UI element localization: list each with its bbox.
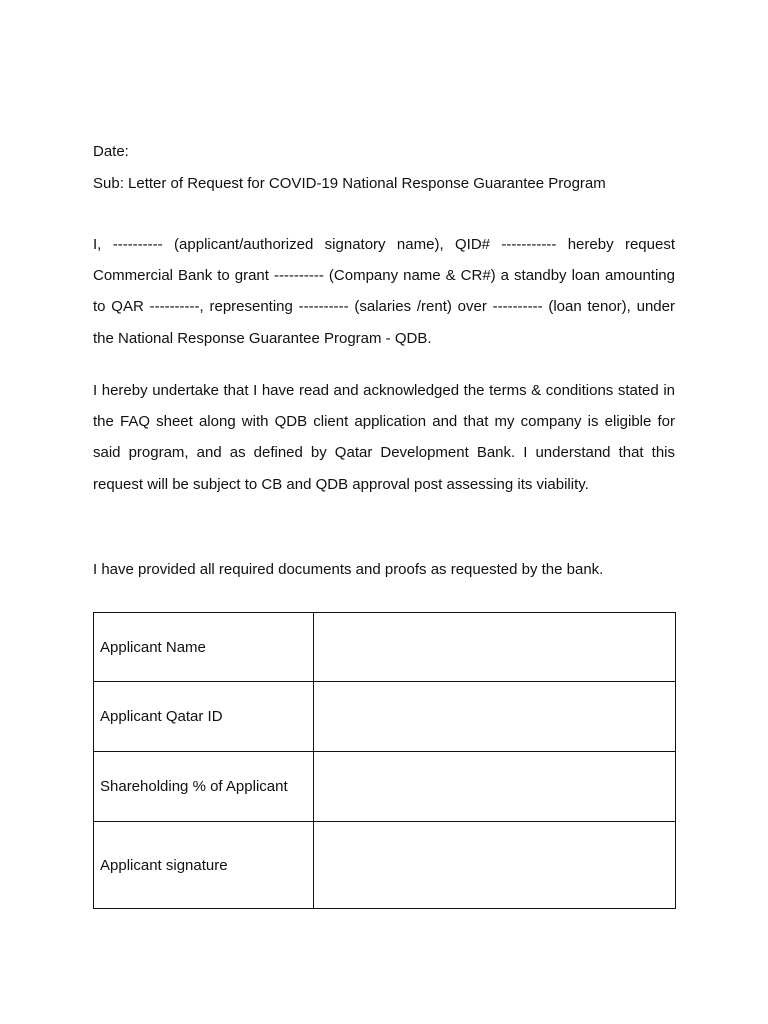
- subject-line: Sub: Letter of Request for COVID-19 National Response Guarantee Program: [93, 175, 606, 192]
- table-row: [94, 682, 676, 752]
- documents-paragraph: I have provided all required documents and proofs as requested by the bank.: [93, 561, 604, 578]
- table-row: [94, 752, 676, 822]
- shareholding-label: Shareholding % of Applicant: [94, 752, 314, 822]
- shareholding-field[interactable]: [314, 752, 676, 822]
- applicant-qatar-id-field[interactable]: [314, 682, 676, 752]
- undertaking-paragraph: I hereby undertake that I have read and acknowledged the terms & conditions stated in the FAQ sheet along with QDB client application and that my company is eligible for said program, and as defined by Qatar Development Bank. I understand that this request will be subject to CB and QDB approval post assessing its viability.: [93, 382, 675, 493]
- applicant-name-label: Applicant Name: [94, 613, 314, 682]
- applicant-signature-field[interactable]: [314, 822, 676, 909]
- applicant-signature-label: Applicant signature: [94, 822, 314, 909]
- request-paragraph: I, ---------- (applicant/authorized signatory name), QID# ----------- hereby request Commercial Bank to grant ---------- (Company name & CR#) a standby loan amounting to QAR ----------, representing ---------- (salaries /rent) over ---------- (loan tenor), under the National Response Guarantee Program - QDB.: [93, 236, 675, 347]
- applicant-info-table: [93, 612, 676, 909]
- applicant-name-field[interactable]: [314, 613, 676, 682]
- table-row: [94, 613, 676, 682]
- date-label: Date:: [93, 143, 129, 160]
- table-row: [94, 822, 676, 909]
- applicant-qatar-id-label: Applicant Qatar ID: [94, 682, 314, 752]
- letter-page: [93, 0, 675, 1024]
